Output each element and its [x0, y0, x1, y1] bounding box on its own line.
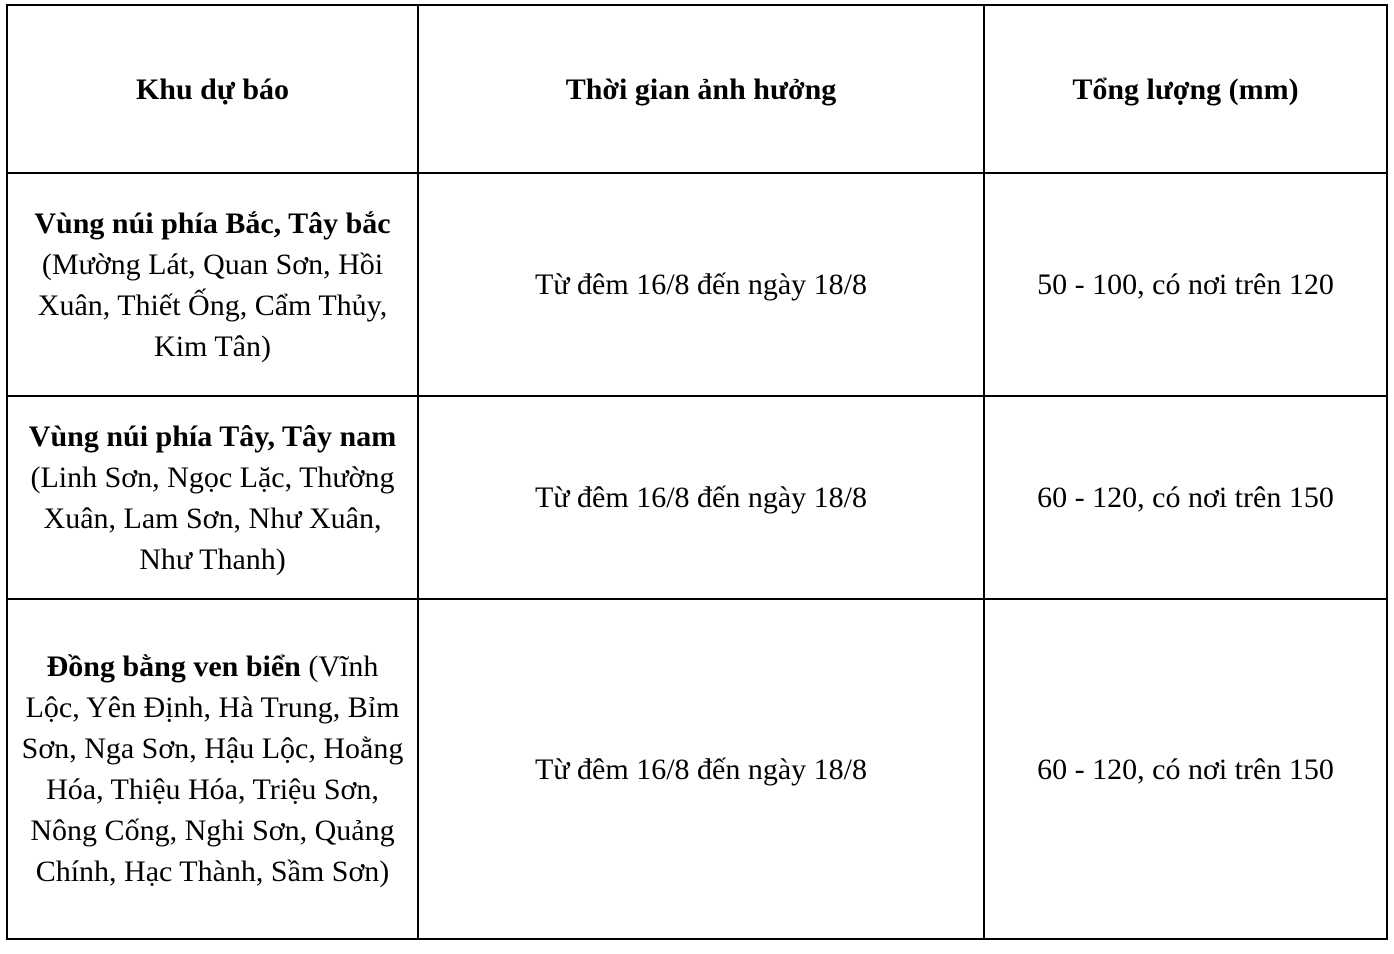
- region-detail: (Linh Sơn, Ngọc Lặc, Thường Xuân, Lam Sơn, Như Xuân, Như Thanh): [30, 460, 395, 576]
- region-cell: [7, 599, 418, 939]
- total-cell: 60 - 120, có nơi trên 150: [984, 599, 1387, 939]
- header-time: Thời gian ảnh hưởng: [418, 5, 984, 173]
- region-name: Vùng núi phía Bắc, Tây bắc: [34, 206, 391, 240]
- region-detail: (Mường Lát, Quan Sơn, Hồi Xuân, Thiết Ống, Cẩm Thủy, Kim Tân): [37, 247, 388, 363]
- time-cell: Từ đêm 16/8 đến ngày 18/8: [418, 599, 984, 939]
- rainfall-forecast-table: [6, 4, 1388, 940]
- header-total: Tổng lượng (mm): [984, 5, 1387, 173]
- table-row: [7, 396, 1387, 599]
- region-name: Vùng núi phía Tây, Tây nam: [28, 419, 397, 453]
- table-row: [7, 599, 1387, 939]
- time-cell: Từ đêm 16/8 đến ngày 18/8: [418, 173, 984, 396]
- region-cell: [7, 173, 418, 396]
- region-cell: [7, 396, 418, 599]
- total-cell: 60 - 120, có nơi trên 150: [984, 396, 1387, 599]
- header-area: Khu dự báo: [7, 5, 418, 173]
- table-header-row: [7, 5, 1387, 173]
- table-row: [7, 173, 1387, 396]
- total-cell: 50 - 100, có nơi trên 120: [984, 173, 1387, 396]
- time-cell: Từ đêm 16/8 đến ngày 18/8: [418, 396, 984, 599]
- region-detail: (Vĩnh Lộc, Yên Định, Hà Trung, Bỉm Sơn, Nga Sơn, Hậu Lộc, Hoằng Hóa, Thiệu Hóa, Triệu Sơn, Nông Cống, Nghi Sơn, Quảng Chính, Hạc Thành, Sầm Sơn): [21, 650, 404, 888]
- region-name: Đồng bằng ven biển: [46, 650, 301, 683]
